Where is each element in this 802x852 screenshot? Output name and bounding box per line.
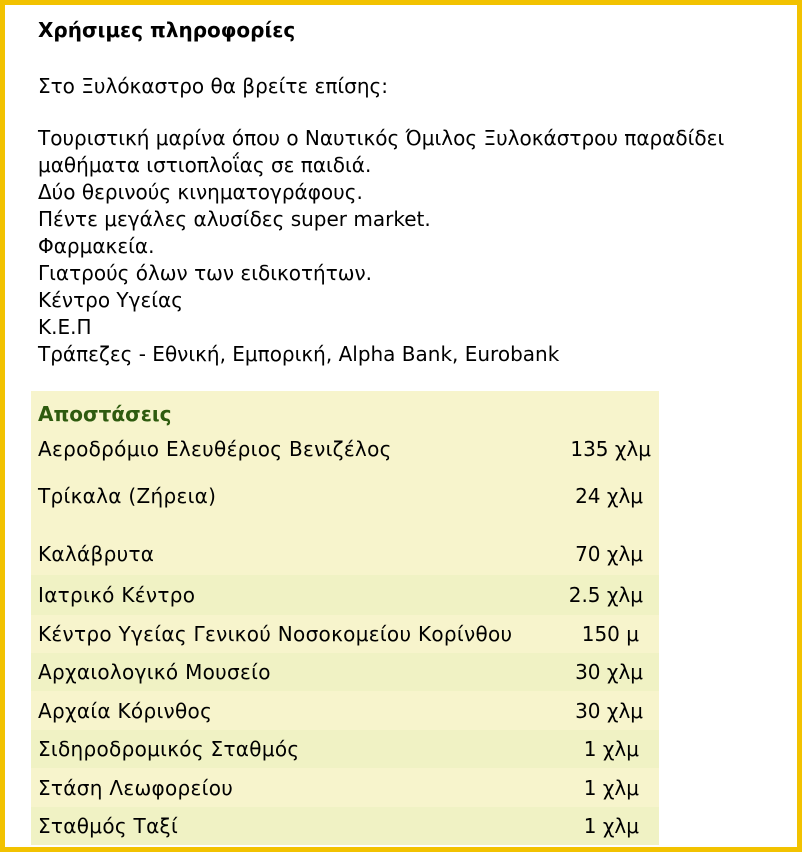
distance-value: 30 χλμ xyxy=(575,660,643,684)
facilities-list xyxy=(38,125,787,368)
distance-row xyxy=(31,431,659,467)
distance-value: 2.5 χλμ xyxy=(568,583,643,607)
distance-place: Στάση Λεωφορείου xyxy=(38,775,234,800)
distance-value: 1 χλμ xyxy=(583,775,639,800)
distance-row xyxy=(31,467,659,519)
facility-line: Φαρμακεία. xyxy=(38,234,155,258)
distance-row xyxy=(31,768,659,807)
distance-row xyxy=(31,519,659,575)
distance-value: 70 χλμ xyxy=(575,542,643,566)
intro-text: Στο Ξυλόκαστρο θα βρείτε επίσης: xyxy=(38,74,388,98)
distance-place: Καλάβρυτα xyxy=(38,542,155,566)
distance-value: 1 χλμ xyxy=(583,737,639,761)
distance-value: 150 μ xyxy=(581,622,639,646)
facility-line: Γιατρούς όλων των ειδικοτήτων. xyxy=(38,261,373,285)
distance-place: Αρχαιολογικό Μουσείο xyxy=(38,660,271,684)
distance-row xyxy=(31,653,659,691)
distance-place: Αεροδρόμιο Ελευθέριος Βενιζέλος xyxy=(38,437,392,461)
distance-place: Τρίκαλα (Ζήρεια) xyxy=(38,484,217,508)
facility-line: Τουριστική μαρίνα όπου ο Ναυτικός Όμιλος Ξυλοκάστρου παραδίδει xyxy=(38,126,725,150)
facility-line: Κέντρο Υγείας xyxy=(38,288,183,312)
distance-row xyxy=(31,575,659,615)
facility-line: Κ.Ε.Π xyxy=(38,315,92,339)
distance-row xyxy=(31,730,659,768)
facility-line: Τράπεζες - Εθνική, Εμπορική, Alpha Bank, Eurobank xyxy=(38,342,560,366)
facility-line: Πέντε μεγάλες αλυσίδες super market. xyxy=(38,207,431,231)
info-content xyxy=(38,15,787,368)
distance-place: Σταθμός Ταξί xyxy=(38,814,179,838)
distance-place: Αρχαία Κόρινθος xyxy=(38,698,213,723)
distance-place: Κέντρο Υγείας Γενικού Νοσοκομείου Κορίνθου xyxy=(38,622,513,646)
page-heading: Χρήσιμες πληροφορίες xyxy=(38,18,296,42)
facility-line: Δύο θερινούς κινηματογράφους. xyxy=(38,180,363,204)
distance-row xyxy=(31,615,659,653)
distance-value: 24 χλμ xyxy=(575,484,643,508)
distance-place: Ιατρικό Κέντρο xyxy=(38,583,196,607)
distance-row xyxy=(31,807,659,845)
distance-value: 30 χλμ xyxy=(575,698,643,723)
distances-table xyxy=(31,391,659,845)
distance-place: Σιδηροδρομικός Σταθμός xyxy=(38,737,300,761)
distances-title: Αποστάσεις xyxy=(38,402,172,426)
facility-line: μαθήματα ιστιοπλοΐας σε παιδιά. xyxy=(38,153,372,177)
distance-value: 135 χλμ xyxy=(570,437,651,461)
distance-row xyxy=(31,691,659,730)
distance-value: 1 χλμ xyxy=(583,814,639,838)
